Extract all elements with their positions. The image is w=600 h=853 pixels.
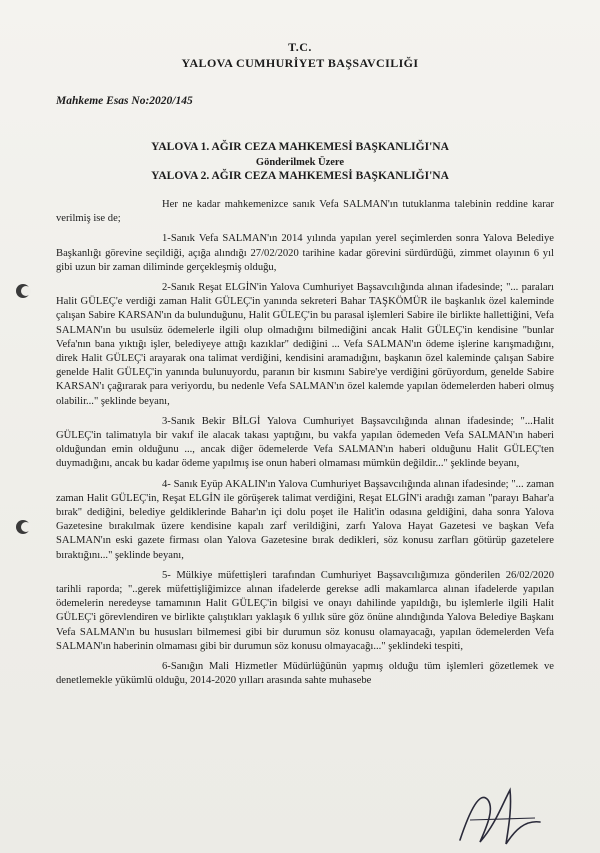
header-organization: YALOVA CUMHURİYET BAŞSAVCILIĞI: [181, 56, 419, 70]
paragraph-intro: Her ne kadar mahkemenizce sanık Vefa SALMAN'ın tutuklanma talebinin reddine karar verilmiş ise de;: [56, 199, 554, 225]
signature-icon: [440, 770, 560, 850]
paragraph-3: 3-Sanık Bekir BİLGİ Yalova Cumhuriyet Başsavcılığında alınan ifadesinde; "...Halit GÜLEÇ'in talimatıyla bir vakıf ile alacak takası yaptığını, bu vakfa yapılan ödemeden Vefa SALMAN'ın haberi olduğundan emin olduğunu ..., ancak diğer ödemelerde Vefa SALMAN'ın haberi olduğunu Halit GÜLEÇ'ten duymadığını, ancak bu kadar ödeme yapılmış ise onun haberi olmaması mümkün değildir..." şeklinde beyanı,: [56, 415, 554, 470]
header-tc: T.C.: [288, 40, 312, 54]
recipient-sent-note: Gönderilmek Üzere: [255, 157, 345, 168]
paragraph-5: 5- Mülkiye müfettişleri tarafından Cumhuriyet Başsavcılığımıza gönderilen 26/02/2020 tarihli raporda; "..gerek müfettişliğimizce alınan ifadelerde gerekse adli makamlarca alınan ifadelerde yapılan ödemelerin neredeyse tamamının Halit GÜLEÇ'in bilgisi ve onayı dahilinde yapıldığı, bu işlemlerle ilgili Halit GÜLEÇ'i görevlendiren ve birlikte çalıştıkları yaklaşık 6 yıllık süre göz önüne alındığında Yalova Belediye Başkanı Vefa SALMAN'ın bu hususları bilmemesi gibi bir durumun söz konusu olamayacağı, yapılan ödemelerden Vefa SALMAN'ın haberinin olmaması gibi bir durumun söz konusu olmayacağı..." şeklindeki tespiti,: [56, 569, 554, 652]
punch-hole-icon: [16, 284, 30, 298]
recipient-court-1: YALOVA 1. AĞIR CEZA MAHKEMESİ BAŞKANLIĞI'NA: [151, 141, 449, 153]
paragraph-4: 4- Sanık Eyüp AKALIN'ın Yalova Cumhuriyet Başsavcılığında alınan ifadesinde; "... zaman zaman Halit GÜLEÇ'in, Reşat ELGİN ile görüşerek talimat verdiğini, Reşat ELGİN'i aradığı zaman "parayı Bahar'a bırak" dediğini, belediye geldiklerinde Bahar'ın içi dolu poşet ile Halit'in odasına geldiğini, daha sonra Yalova Gazetesine bırakılmak üzere kendisine kapalı zarf verildiğini, zarfı Yalova Hayat Gazetesi ve başkan Vefa SALMAN'ın eski gazete firması olan Yalova Gazetesine bırak dedikleri, söz konusu zarfları götürüp gazetelere bıraktığını..." şeklinde beyanı,: [56, 478, 554, 561]
paragraph-2: 2-Sanık Reşat ELGİN'in Yalova Cumhuriyet Başsavcılığında alınan ifadesinde; "... paraları Halit GÜLEÇ'e verdiği zaman Halit GÜLEÇ'in yanında sekreteri Bahar TAŞKÖMÜR ile başkanlık özel kaleminde çalışan Sabire KARSAN'ın da bulunduğunu, Halit GÜLEÇ'in bu parasal işlemleri Sabire ile birlikte hallettiğini, Vefa SALMAN'ın bu usulsüz ödemelerle ilgili olup olmadığını bilmediğini ancak Halit GÜLEÇ'in kendisine "bunlar Vefa'nın bana yıktığı işler, belediyeye attığı kazıklar" dediğini ... Vefa SALMAN'ın ödeme işlerine karışmadığını, direk Halit GÜLEÇ'i arayarak ona talimat verdiğini, kendisini aramadığını, başkanın özel kaleminde çalışan Sabire genelde Halit GÜLEÇ'in yanında bulunuyordu, paranın bir kısmını Sabire'ye verdiğini görüyordum, genelde Sabire KARSAN'ı çağırarak para veriyordu, bu nedenle Vefa SALMAN'ın özel kalemde yapılan ödemelerden haberi olmuş olabilir..." şeklinde beyanı,: [56, 282, 554, 407]
recipient-court-2: YALOVA 2. AĞIR CEZA MAHKEMESİ BAŞKANLIĞI'NA: [151, 170, 449, 182]
punch-hole-icon: [16, 520, 30, 534]
paragraph-1: 1-Sanık Vefa SALMAN'ın 2014 yılında yapılan yerel seçimlerden sonra Yalova Belediye Başkanlığı görevine seçildiği, açığa alındığı 27/02/2020 tarihine kadar görevini sürdürdüğü, zimmet olayının 6 yıl gibi uzun bir zaman diliminde gerçekleşmiş olduğu,: [56, 233, 554, 273]
document-body: [56, 198, 554, 689]
case-number: Mahkeme Esas No:2020/145: [56, 95, 193, 107]
paragraph-6: 6-Sanığın Mali Hizmetler Müdürlüğünün yapmış olduğu tüm işlemleri gözetlemek ve denetlemekle yükümlü olduğu, 2014-2020 yılları arasında sahte muhasebe: [56, 661, 554, 687]
